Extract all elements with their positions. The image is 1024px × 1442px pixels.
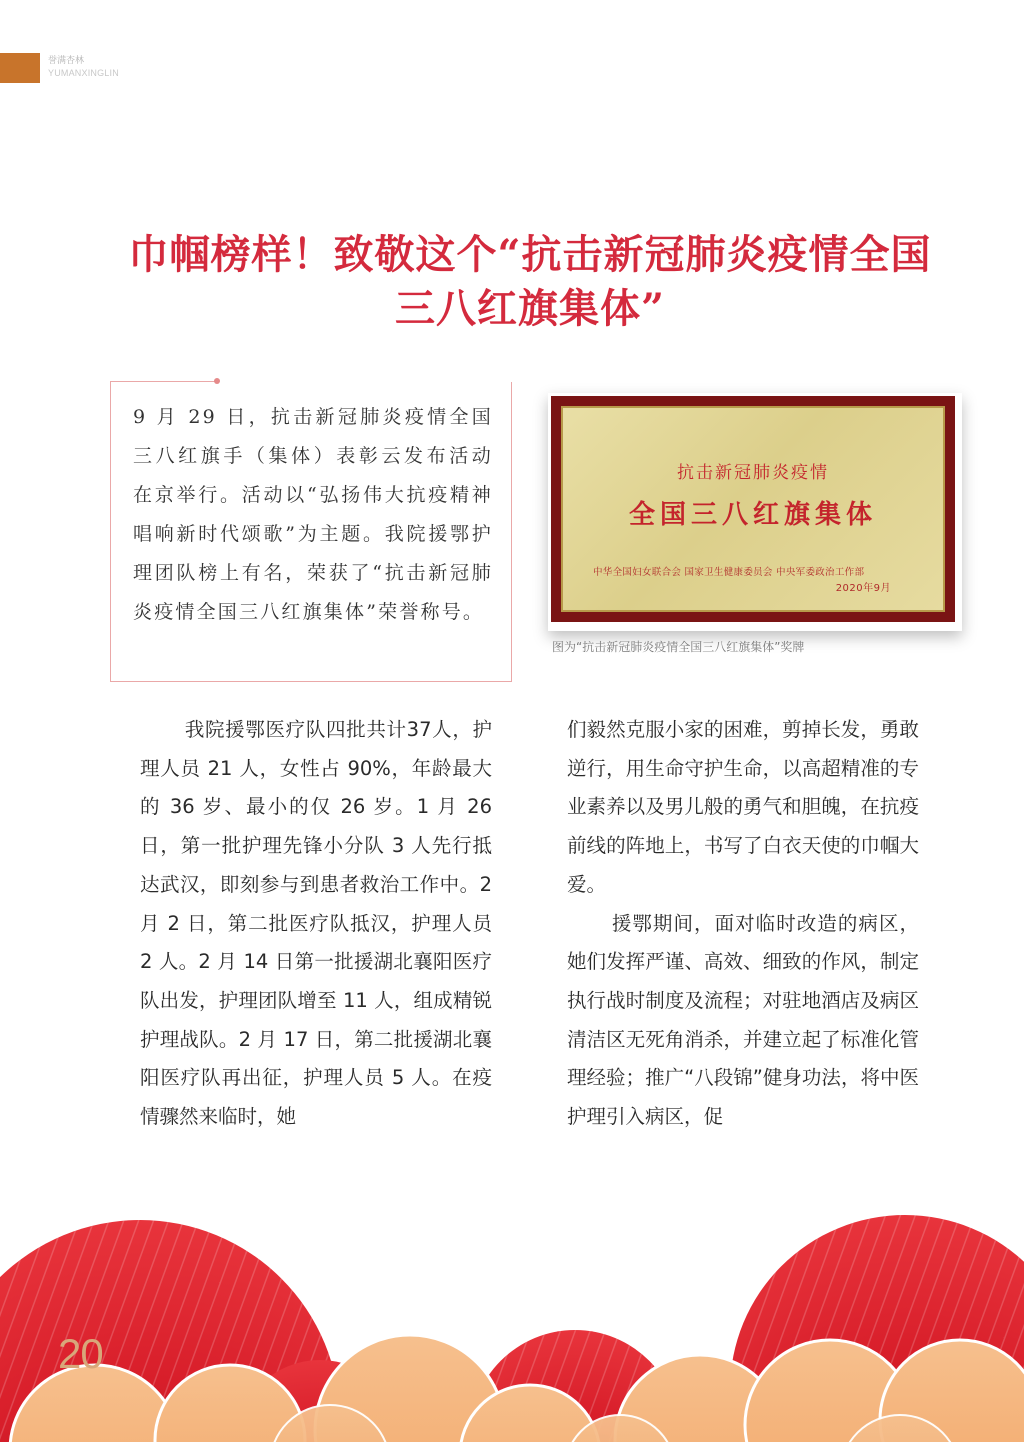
header-accent-bar xyxy=(0,53,40,83)
body-column-1 xyxy=(140,711,492,1137)
plaque-line-2: 全国三八红旗集体 xyxy=(628,500,877,530)
body-paragraph: 我院援鄂医疗队四批共计37人，护理人员 21 人，女性占 90%，年龄最大的 36 岁、最小的仅 26 岁。1 月 26 日，第一批护理先锋小分队 3 人先行抵达武汉，即刻参与到患者救治工作中。2 月 2 日，第二批医疗队抵汉，护理人员 2 人。2 月 14 日第一批援湖北襄阳医疗队出发，护理团队增至 11 人，组成精锐护理战队。2 月 17 日，第二批援湖北襄阳医疗队再出征，护理人员 5 人。在疫情骤然来临时，她 xyxy=(140,718,492,1129)
image-caption: 图为“抗击新冠肺炎疫情全国三八红旗集体”奖牌 xyxy=(552,640,805,654)
body-paragraph: 援鄂期间，面对临时改造的病区，她们发挥严谨、高效、细致的作风，制定执行战时制度及流程；对驻地酒店及病区清洁区无死角消杀，并建立起了标准化管理经验；推广“八段锦”健身功法，将中医护理引入病区，促 xyxy=(567,911,919,1129)
page-number: 20 xyxy=(58,1330,103,1377)
plaque-date: 2020年9月 xyxy=(835,583,891,594)
intro-box-top-rule xyxy=(110,381,218,382)
header-en: YUMANXINGLIN xyxy=(48,68,119,78)
title-line-1: 巾帼榜样！致敬这个“抗击新冠肺炎疫情全国 xyxy=(128,231,932,278)
article-title xyxy=(100,228,960,336)
plaque-gold-panel xyxy=(561,406,945,612)
decorative-fans-clouds-illustration xyxy=(0,1190,1024,1442)
body-column-2 xyxy=(567,711,919,1137)
body-paragraph: 们毅然克服小家的困难，剪掉长发，勇敢逆行，用生命守护生命，以高超精准的专业素养以及男儿般的勇气和胆魄，在抗疫前线的阵地上，书写了白衣天使的巾帼大爱。 xyxy=(567,718,919,896)
plaque-line-1: 抗击新冠肺炎疫情 xyxy=(677,463,829,483)
running-header xyxy=(48,55,119,79)
plaque-orgs: 中华全国妇女联合会 国家卫生健康委员会 中央军委政治工作部 xyxy=(593,567,865,578)
award-plaque-image xyxy=(551,396,955,622)
intro-box-dot xyxy=(214,378,220,384)
header-cn: 誉满杏林 xyxy=(48,56,85,66)
intro-text: 9 月 29 日，抗击新冠肺炎疫情全国三八红旗手（集体）表彰云发布活动在京举行。活动以“弘扬伟大抗疫精神唱响新时代颂歌”为主题。我院援鄂护理团队榜上有名，荣获了“抗击新冠肺炎疫情全国三八红旗集体”荣誉称号。 xyxy=(133,406,493,623)
title-line-2: 三八红旗集体” xyxy=(394,285,665,332)
